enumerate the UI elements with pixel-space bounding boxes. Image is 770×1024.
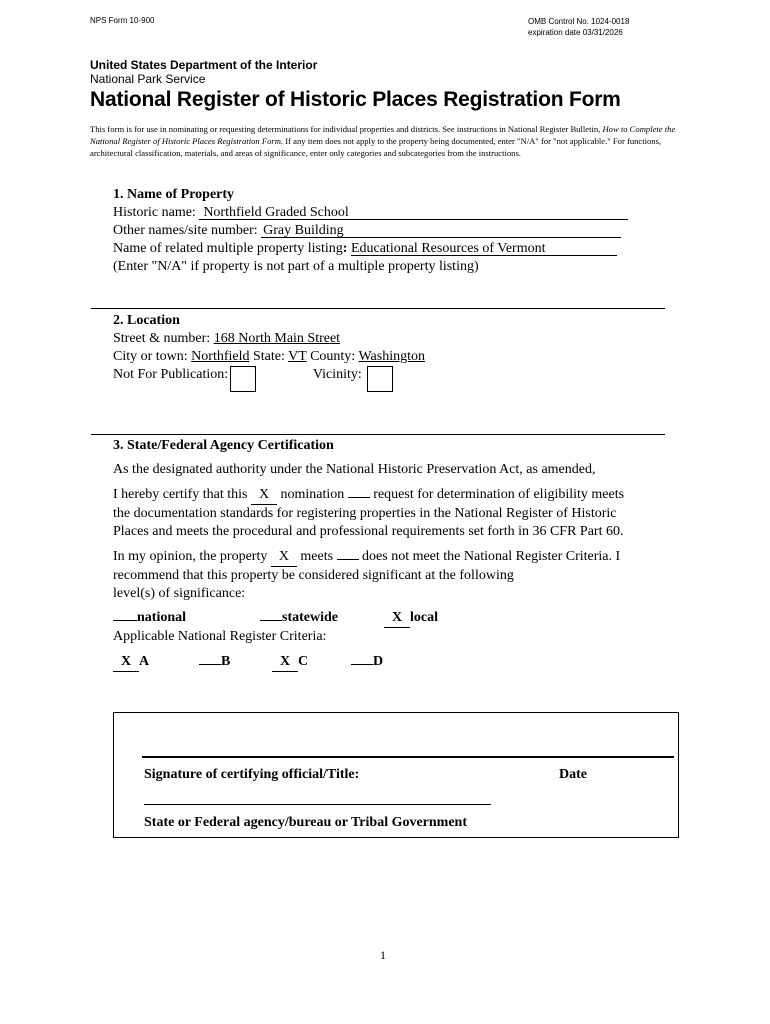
city-label: City or town: [113, 349, 188, 364]
not-for-publication-checkbox[interactable] [230, 366, 256, 392]
opinion-line-4: level(s) of significance: [113, 586, 246, 601]
meets-label: meets [300, 549, 334, 564]
related-listing-colon: : [342, 241, 348, 256]
certify-text-2: request for determination of eligibility meets [373, 487, 625, 502]
agency-label: State or Federal agency/bureau or Tribal Government [144, 815, 468, 830]
meets-blank[interactable]: X [271, 548, 297, 567]
section2-heading: 2. Location [113, 313, 180, 328]
opinion-line-1 [113, 548, 624, 567]
vicinity-checkbox[interactable] [367, 366, 393, 392]
related-listing-value: Educational Resources of Vermont [350, 241, 546, 256]
street-value[interactable]: 168 North Main Street [213, 331, 341, 346]
opinion-paragraph [113, 548, 624, 603]
nomination-label: nomination [280, 487, 345, 502]
section1-heading: 1. Name of Property [113, 187, 235, 202]
criterion-b-label: B [221, 654, 231, 669]
not-for-publication-label: Not For Publication: [113, 367, 229, 382]
page-title: National Register of Historic Places Registration Form [90, 88, 621, 111]
page-number: 1 [380, 948, 386, 962]
criterion-d-label: D [373, 654, 384, 669]
section-certification [113, 437, 624, 672]
criterion-c-label: C [298, 654, 309, 669]
authority-statement: As the designated authority under the National Historic Preservation Act, as amended, [113, 462, 596, 477]
omb-number: OMB Control No. 1024-0018 [528, 17, 630, 26]
form-id: NPS Form 10-900 [90, 16, 155, 25]
certify-text-1: I hereby certify that this [113, 487, 248, 502]
section3-heading: 3. State/Federal Agency Certification [113, 438, 334, 453]
service-name: National Park Service [90, 72, 206, 86]
city-value[interactable]: Northfield [191, 349, 250, 364]
historic-name-label: Historic name: [113, 205, 196, 220]
criteria-row [113, 653, 624, 672]
historic-name-value: Northfield Graded School [203, 205, 349, 220]
state-value[interactable]: VT [288, 349, 307, 364]
opinion-text-1: In my opinion, the property [113, 549, 268, 564]
county-value[interactable]: Washington [358, 349, 425, 364]
related-listing-label: Name of related multiple property listing [113, 241, 343, 256]
criterion-c-blank[interactable]: X [272, 653, 298, 672]
section-name-of-property [113, 186, 628, 276]
other-names-row [113, 222, 628, 240]
criterion-a-label: A [139, 654, 150, 669]
street-row [113, 330, 425, 348]
certify-line-4: Places and meets the procedural and professional requirements set forth in 36 CFR Part 60. [113, 524, 624, 539]
department-name: United States Department of the Interior [90, 58, 318, 72]
related-listing-note: (Enter "N/A" if property is not part of a multiple property listing) [113, 259, 479, 274]
criterion-a-blank[interactable]: X [113, 653, 139, 672]
section-divider-1 [91, 308, 665, 309]
state-label: State: [253, 349, 285, 364]
related-listing-field[interactable] [351, 240, 617, 256]
level-statewide-blank[interactable] [260, 620, 282, 621]
other-names-value: Gray Building [263, 223, 344, 238]
other-names-label: Other names/site number: [113, 223, 258, 238]
county-label: County: [310, 349, 356, 364]
criteria-label: Applicable National Register Criteria: [113, 629, 327, 644]
opinion-line-3: recommend that this property be considered significant at the following [113, 568, 514, 583]
signature-date-label: Date [559, 767, 587, 782]
other-names-field[interactable] [261, 222, 621, 238]
level-national-label: national [137, 610, 187, 625]
nomination-blank[interactable]: X [251, 486, 277, 505]
certify-line-1 [113, 486, 624, 505]
intro-instructions [90, 124, 690, 159]
level-national-blank[interactable] [113, 620, 137, 621]
signature-box [113, 712, 679, 838]
intro-text-1: This form is for use in nominating or requesting determinations for individual properties and districts. See instructions in National Register Bulletin, [90, 124, 601, 134]
section-divider-2 [91, 434, 665, 435]
intro-bulletin-title[interactable]: How to Complete the National Register of Historic Places Registration Form. [90, 124, 676, 146]
historic-name-row [113, 204, 628, 222]
agency-line[interactable] [144, 804, 491, 805]
signature-official-label: Signature of certifying official/Title: [144, 767, 360, 782]
level-statewide-label: statewide [282, 610, 338, 625]
city-row [113, 348, 425, 366]
criterion-b-blank[interactable] [199, 664, 221, 665]
historic-name-field[interactable] [199, 204, 628, 220]
certify-line-3: the documentation standards for registering properties in the National Register of Historic [113, 506, 617, 521]
publication-row [113, 366, 425, 392]
request-blank[interactable] [348, 497, 370, 498]
criterion-d-blank[interactable] [351, 664, 373, 665]
level-local-blank[interactable]: X [384, 609, 410, 628]
omb-control [528, 16, 629, 38]
not-meet-blank[interactable] [337, 559, 359, 560]
expiration-date: expiration date 03/31/2026 [528, 28, 623, 37]
certify-paragraph [113, 486, 624, 541]
signature-line[interactable] [142, 756, 674, 758]
vicinity-label: Vicinity: [312, 367, 362, 382]
section-location [113, 312, 425, 392]
related-listing-row [113, 240, 628, 258]
level-local-label: local [410, 610, 438, 625]
intro-text-2: If any item does not apply to the property being documented, enter "N/A" for "not applicable." For functions, architectural classification, materials, and areas of significance, enter only categories and subcategories from the instructions. [90, 135, 662, 158]
opinion-text-2: does not meet the National Register Criteria. I [362, 549, 621, 564]
significance-levels [113, 609, 624, 628]
street-label: Street & number: [113, 331, 211, 346]
